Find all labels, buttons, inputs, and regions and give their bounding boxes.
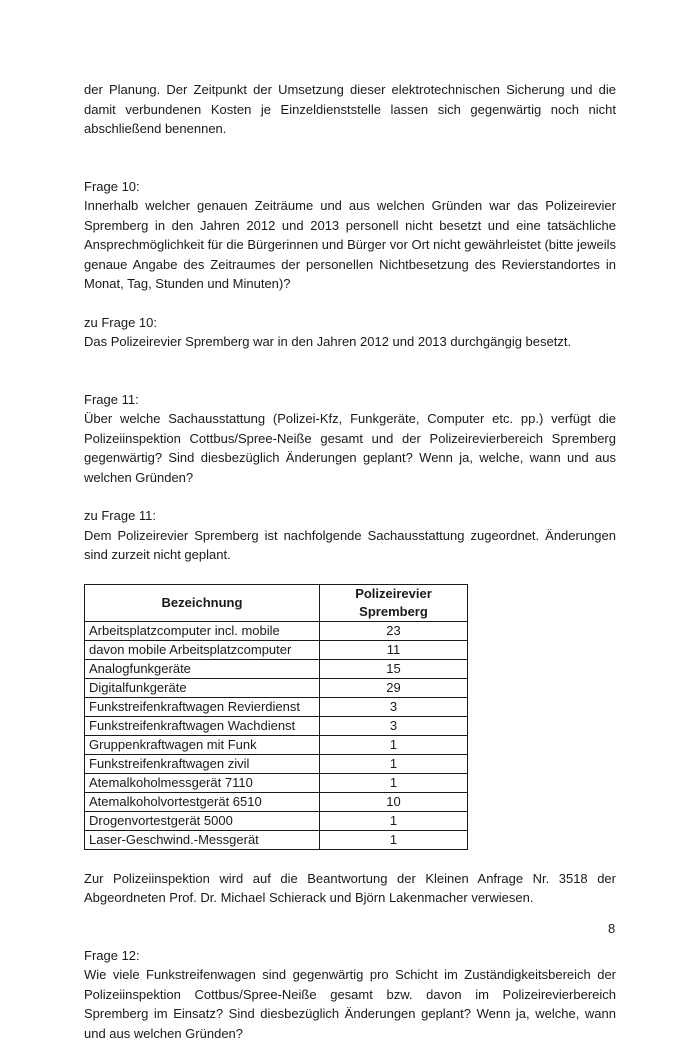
question-11 <box>84 390 616 488</box>
equipment-name: Funkstreifenkraftwagen Revierdienst <box>85 697 320 716</box>
equipment-name: Analogfunkgeräte <box>85 659 320 678</box>
equipment-count: 3 <box>320 716 468 735</box>
table-header-row <box>85 584 468 621</box>
equipment-count: 10 <box>320 792 468 811</box>
table-row <box>85 754 468 773</box>
equipment-count: 3 <box>320 697 468 716</box>
equipment-count: 1 <box>320 735 468 754</box>
answer-10 <box>84 313 616 352</box>
answer-11-label: zu Frage 11: <box>84 506 616 526</box>
answer-11-note: Zur Polizeiinspektion wird auf die Beantwortung der Kleinen Anfrage Nr. 3518 der Abgeordneten Prof. Dr. Michael Schierack und Björn Lakenmacher verwiesen. <box>84 869 616 908</box>
equipment-count: 1 <box>320 811 468 830</box>
table-row <box>85 697 468 716</box>
equipment-count: 1 <box>320 773 468 792</box>
question-12-label: Frage 12: <box>84 946 616 966</box>
equipment-name: Atemalkoholvortestgerät 6510 <box>85 792 320 811</box>
table-row <box>85 716 468 735</box>
table-row <box>85 678 468 697</box>
table-row <box>85 830 468 849</box>
question-10-label: Frage 10: <box>84 177 616 197</box>
question-11-text: Über welche Sachausstattung (Polizei-Kfz, Funkgeräte, Computer etc. pp.) verfügt die Polizeiinspektion Cottbus/Spree-Neiße gesamt und der Polizeirevierbereich Spremberg gegenwärtig? Sind diesbezüglich Änderungen geplant? Wenn ja, welche, wann und aus welchen Gründen? <box>84 409 616 487</box>
equipment-table <box>84 584 468 850</box>
equipment-count: 1 <box>320 754 468 773</box>
question-12 <box>84 946 616 1043</box>
equipment-count: 1 <box>320 830 468 849</box>
page-number: 8 <box>608 921 615 936</box>
question-10 <box>84 177 616 294</box>
intro-paragraph: der Planung. Der Zeitpunkt der Umsetzung dieser elektrotechnischen Sicherung und die damit verbundenen Kosten je Einzeldienststelle lassen sich gegenwärtig noch nicht abschließend benennen. <box>84 80 616 139</box>
table-row <box>85 659 468 678</box>
equipment-name: Laser-Geschwind.-Messgerät <box>85 830 320 849</box>
equipment-count: 15 <box>320 659 468 678</box>
column-header-value: Polizeirevier Spremberg <box>320 584 468 621</box>
answer-11-text: Dem Polizeirevier Spremberg ist nachfolgende Sachausstattung zugeordnet. Änderungen sind zurzeit nicht geplant. <box>84 526 616 565</box>
equipment-name: Atemalkoholmessgerät 7110 <box>85 773 320 792</box>
equipment-count: 23 <box>320 621 468 640</box>
equipment-name: Digitalfunkgeräte <box>85 678 320 697</box>
table-row <box>85 735 468 754</box>
document-page <box>84 80 616 1043</box>
answer-10-text: Das Polizeirevier Spremberg war in den Jahren 2012 und 2013 durchgängig besetzt. <box>84 332 616 352</box>
table-row <box>85 811 468 830</box>
column-header-name: Bezeichnung <box>85 584 320 621</box>
answer-10-label: zu Frage 10: <box>84 313 616 333</box>
equipment-name: Drogenvortestgerät 5000 <box>85 811 320 830</box>
equipment-name: davon mobile Arbeitsplatzcomputer <box>85 640 320 659</box>
table-row <box>85 640 468 659</box>
equipment-name: Funkstreifenkraftwagen Wachdienst <box>85 716 320 735</box>
table-row <box>85 773 468 792</box>
question-12-text: Wie viele Funkstreifenwagen sind gegenwärtig pro Schicht im Zuständigkeitsbereich der Polizeiinspektion Cottbus/Spree-Neiße gesamt bzw. davon im Polizeirevierbereich Spremberg im Einsatz? Sind diesbezüglich Änderungen geplant? Wenn ja, welche, wann und aus welchen Gründen? <box>84 965 616 1043</box>
equipment-count: 29 <box>320 678 468 697</box>
equipment-name: Gruppenkraftwagen mit Funk <box>85 735 320 754</box>
question-11-label: Frage 11: <box>84 390 616 410</box>
table-row <box>85 792 468 811</box>
question-10-text: Innerhalb welcher genauen Zeiträume und aus welchen Gründen war das Polizeirevier Spremberg in den Jahren 2012 und 2013 personell nicht besetzt und eine tatsächliche Ansprechmöglichkeit für die Bürgerinnen und Bürger vor Ort nicht gewährleistet (bitte jeweils genaue Angabe des Zeitraumes der personellen Nichtbesetzung des Revierstandortes in Monat, Tag, Stunden und Minuten)? <box>84 196 616 294</box>
answer-11 <box>84 506 616 565</box>
equipment-name: Funkstreifenkraftwagen zivil <box>85 754 320 773</box>
equipment-name: Arbeitsplatzcomputer incl. mobile <box>85 621 320 640</box>
equipment-count: 11 <box>320 640 468 659</box>
table-row <box>85 621 468 640</box>
